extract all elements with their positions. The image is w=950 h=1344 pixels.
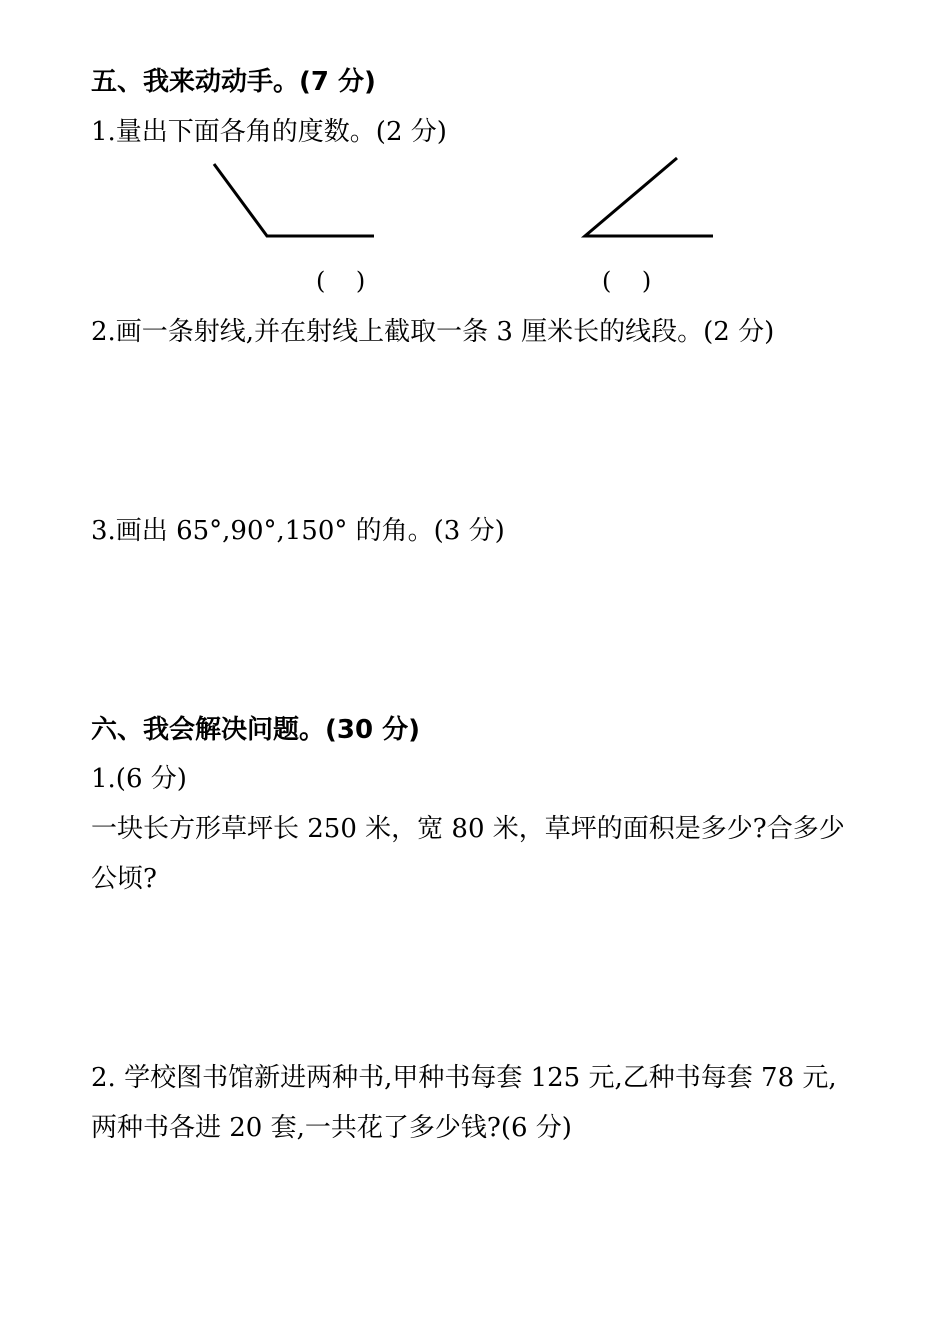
section-6-question-1-text-line-2: 公顷? (91, 864, 157, 894)
obtuse-angle-figure (214, 164, 374, 236)
section-6-question-2-text-line-2: 两种书各进 20 套,一共花了多少钱?(6 分) (91, 1113, 572, 1143)
acute-angle-figure (585, 158, 713, 236)
section-6-question-1-label: 1.(6 分) (91, 764, 187, 794)
section-5-question-1: 1.量出下面各角的度数。(2 分) (91, 117, 447, 147)
section-5-heading: 五、我来动动手。(7 分) (91, 67, 376, 97)
answer-blank-1[interactable]: ( ) (316, 267, 366, 295)
section-6-question-1-text-line-1: 一块长方形草坪长 250 米，宽 80 米，草坪的面积是多少?合多少 (91, 814, 845, 844)
section-5-question-2: 2.画一条射线,并在射线上截取一条 3 厘米长的线段。(2 分) (91, 317, 775, 347)
section-5-question-3: 3.画出 65°,90°,150° 的角。(3 分) (91, 516, 505, 546)
angle-figures (0, 0, 950, 300)
section-6-question-2-text-line-1: 2. 学校图书馆新进两种书,甲种书每套 125 元,乙种书每套 78 元, (91, 1063, 837, 1093)
answer-blank-2[interactable]: ( ) (602, 267, 652, 295)
section-6-heading: 六、我会解决问题。(30 分) (91, 715, 420, 745)
